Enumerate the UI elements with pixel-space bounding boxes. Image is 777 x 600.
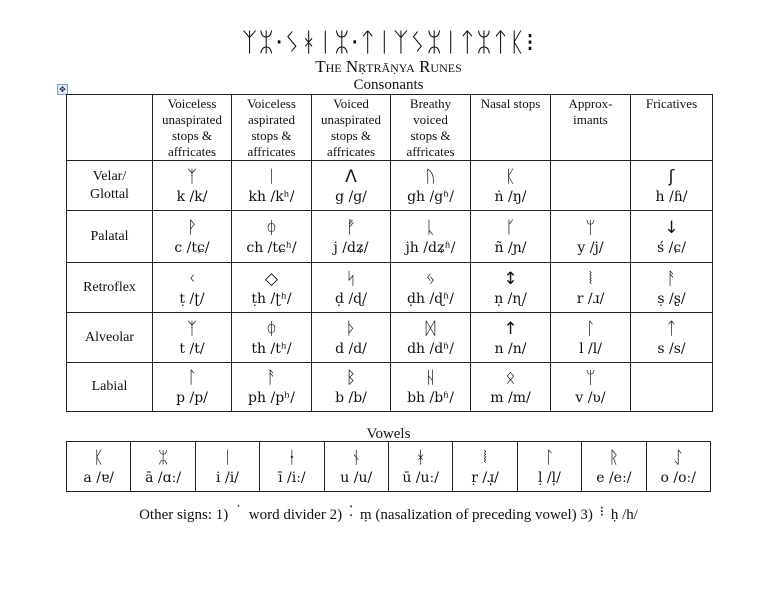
rune-glyph: ᛕ (505, 166, 516, 187)
sound-label: bh /bʱ/ (407, 390, 454, 406)
table-row (67, 313, 713, 363)
rune-glyph: ᛞ (425, 318, 436, 339)
row-header (67, 161, 153, 211)
row-header-line: Glottal (90, 186, 129, 202)
rune-cell (391, 313, 471, 363)
sound-label: j /dʑ/ (333, 239, 369, 256)
row-header-line: Velar/ (92, 168, 127, 184)
rune-glyph: ᛉ (186, 318, 198, 339)
rune-glyph: ᚹ (186, 217, 198, 238)
rune-glyph: ⦚ (483, 447, 487, 468)
sound-label: b /b/ (335, 390, 367, 406)
sound-label: v /ʋ/ (575, 390, 606, 406)
rune-glyph: ᛁ (266, 166, 277, 187)
rune-cell (471, 161, 551, 211)
rune-glyph: ᚨ (666, 268, 677, 289)
sound-label: r /ɹ/ (576, 290, 605, 307)
row-header (67, 363, 153, 412)
column-header-line: Fricatives (645, 96, 698, 111)
sound-label: k /k/ (176, 188, 208, 205)
sound-label: g /g/ (335, 188, 367, 205)
rune-cell (471, 211, 551, 263)
sound-label: ū /uː/ (402, 469, 439, 486)
word-divider-glyph-icon: ˙ (235, 504, 242, 520)
vowels-table (66, 441, 711, 492)
rune-glyph: ᛚ (544, 447, 555, 468)
vowels-heading: Vowels (366, 426, 411, 442)
rune-glyph: ᛃ (425, 268, 436, 289)
rune-glyph: ᛘ (585, 368, 596, 388)
document-title: The Nṛtrāṇya Runes (315, 57, 462, 76)
rune-glyph: ᚡ (345, 217, 357, 238)
sound-label: jh /dʑʱ/ (405, 239, 456, 256)
sound-label: ā /ɑː/ (145, 469, 182, 486)
column-header-line: affricates (326, 144, 376, 159)
sound-label: th /tʰ/ (251, 340, 292, 357)
sound-label: o /oː/ (660, 469, 696, 486)
sound-label: ś /ɕ/ (657, 239, 686, 256)
sound-label: ḷ /l̩/ (538, 469, 561, 486)
rune-glyph: ↑ (503, 318, 518, 339)
rune-cell (232, 263, 312, 313)
table-move-handle-icon[interactable]: ✥ (57, 84, 68, 95)
sound-label: i /i/ (216, 469, 239, 486)
sound-label: y /j/ (577, 239, 604, 256)
column-header-line: stops & (330, 128, 372, 143)
nasalization-glyph-icon: ⁚ (348, 504, 354, 520)
sound-label: ph /pʰ/ (248, 390, 295, 406)
table-row (67, 363, 713, 412)
column-header-line: voiced (413, 112, 448, 127)
column-header-line: affricates (247, 144, 296, 159)
column-header (471, 95, 551, 161)
column-header-line: stops & (171, 128, 213, 143)
column-header (551, 95, 631, 161)
rune-glyph: ᚾ (351, 447, 362, 468)
vowel-cell (517, 442, 581, 492)
sound-label: n /n/ (494, 340, 527, 357)
rune-cell (551, 363, 631, 412)
rune-cell (471, 313, 551, 363)
rune-glyph: ᚼ (415, 447, 426, 468)
rune-cell (153, 161, 232, 211)
rune-glyph: ᚴ (505, 217, 516, 238)
rune-cell (631, 313, 713, 363)
rune-cell (631, 211, 713, 263)
rune-glyph: ᛇ (673, 447, 684, 468)
rune-glyph: ᛏ (666, 318, 677, 339)
rune-glyph: ʃ (668, 166, 675, 187)
table-row (67, 263, 713, 313)
row-header (67, 263, 153, 313)
rune-glyph: ᛋ (345, 268, 357, 289)
rune-cell (551, 263, 631, 313)
sound-label: ṣ /ʂ/ (657, 290, 686, 307)
sound-label: a /ɐ/ (83, 469, 114, 486)
rune-cell (153, 313, 232, 363)
vowel-cell (131, 442, 195, 492)
sound-label: ṭh /ʈʰ/ (251, 290, 292, 307)
column-header-line: affricates (167, 144, 217, 159)
rune-cell (232, 313, 312, 363)
empty-cell (631, 363, 713, 412)
rune-glyph: ᚺ (425, 368, 436, 388)
rune-cell (631, 263, 713, 313)
rune-glyph: ᛟ (505, 368, 516, 388)
column-header-line: stops & (251, 128, 292, 143)
nasalization-label: ṃ (nasalization of preceding vowel) 3) (360, 507, 593, 523)
sound-label: ī /iː/ (278, 469, 306, 486)
sound-label: m /m/ (490, 390, 531, 406)
column-header-line: unaspirated (162, 112, 222, 127)
column-header-line: Voiced (333, 96, 369, 111)
rune-glyph: ᛯ (157, 447, 169, 468)
rune-cell (391, 263, 471, 313)
column-header-line: Voiceless (247, 96, 296, 111)
column-header (312, 95, 391, 161)
rune-glyph: ᚲ (186, 268, 198, 289)
sound-label: t /t/ (179, 340, 205, 357)
sound-label: ṛ /ɹ̩/ (471, 469, 499, 486)
rune-cell (471, 363, 551, 412)
rune-cell (232, 363, 312, 412)
row-header-line: Palatal (90, 228, 129, 244)
rune-cell (312, 363, 391, 412)
sound-label: e /eː/ (596, 469, 632, 486)
rune-script-title: ᛉᛯ·ᛊᚼᛁᛯ·ᛏᛁᛉᛊᛯᛁᛏᛯᛏᛕ⁝ (241, 28, 536, 58)
sound-label: ṇ /ɳ/ (494, 290, 527, 307)
rune-cell (232, 161, 312, 211)
rune-cell (153, 363, 232, 412)
sound-label: ñ /ɲ/ (494, 239, 527, 256)
rune-cell (551, 313, 631, 363)
rune-glyph: ᚨ (266, 368, 277, 388)
rune-cell (391, 211, 471, 263)
vowel-cell (195, 442, 259, 492)
vowel-cell (67, 442, 131, 492)
rune-glyph: ᛂ (286, 447, 297, 468)
rune-glyph: ◇ (264, 268, 279, 289)
rune-glyph: Λ (345, 166, 357, 187)
corner-header-cell (67, 95, 153, 161)
rune-cell (391, 161, 471, 211)
column-header-line: aspirated (248, 112, 295, 127)
sound-label: kh /kʰ/ (248, 188, 295, 205)
sound-label: ḍ /ɖ/ (335, 290, 367, 307)
word-divider-label: word divider 2) (248, 507, 343, 523)
column-header (153, 95, 232, 161)
column-header (631, 95, 713, 161)
vowel-cell (324, 442, 388, 492)
vowel-cell (453, 442, 517, 492)
visarga-glyph-icon: ⁝ (599, 504, 605, 520)
sound-label: ṭ /ʈ/ (179, 290, 205, 307)
rune-cell (312, 161, 391, 211)
row-header (67, 313, 153, 363)
rune-cell (631, 161, 713, 211)
sound-label: dh /dʱ/ (407, 340, 454, 357)
rune-glyph: ᛕ (93, 447, 104, 468)
column-header-line: affricates (406, 144, 455, 159)
vowel-cell (260, 442, 324, 492)
rune-glyph: ᛒ (345, 368, 357, 388)
row-header-line: Labial (91, 379, 128, 394)
column-header-line: Approx- (568, 96, 613, 111)
sound-label: ḍh /ɖʱ/ (407, 290, 454, 307)
rune-glyph: ᚱ (608, 447, 619, 468)
rune-glyph: ᚳ (425, 217, 436, 238)
other-signs-prefix: Other signs: 1) (139, 507, 229, 523)
column-header (232, 95, 312, 161)
consonants-header-row (67, 95, 713, 161)
vowel-cell (388, 442, 452, 492)
vowels-row (67, 442, 711, 492)
rune-glyph: ᛁ (222, 447, 233, 468)
visarga-label: ḥ /h/ (610, 507, 638, 523)
sound-label: ṅ /ŋ/ (494, 188, 527, 205)
sound-label: d /d/ (335, 340, 367, 357)
other-signs-line (0, 503, 777, 524)
vowel-cell (582, 442, 646, 492)
column-header (391, 95, 471, 161)
sound-label: l /l/ (579, 340, 602, 357)
empty-cell (551, 161, 631, 211)
consonants-table (66, 94, 713, 412)
rune-glyph: ᛚ (585, 318, 596, 339)
rune-glyph: ᛚ (186, 368, 198, 388)
rune-cell (153, 211, 232, 263)
sound-label: gh /gʱ/ (407, 188, 454, 205)
column-header-line: Breathy (409, 96, 452, 111)
sound-label: ch /tɕʰ/ (246, 239, 297, 256)
table-row (67, 211, 713, 263)
rune-glyph (551, 175, 630, 197)
rune-glyph: ᛘ (585, 217, 596, 238)
sound-label: c /tɕ/ (174, 239, 210, 256)
rune-glyph: ⦚ (588, 268, 593, 289)
column-header-line: unaspirated (321, 112, 381, 127)
rune-glyph: ↓ (664, 217, 679, 238)
sound-label: h /ɦ/ (655, 188, 688, 205)
row-header-line: Retroflex (83, 279, 136, 295)
rune-glyph (631, 376, 712, 398)
rune-glyph: ᛰ (266, 318, 277, 339)
row-header (67, 211, 153, 263)
rune-cell (312, 211, 391, 263)
column-header-line: Nasal stops (480, 96, 541, 111)
column-header-line: Voiceless (167, 96, 217, 111)
rune-glyph: ᛉ (186, 166, 198, 187)
rune-glyph: ᛰ (266, 217, 277, 238)
table-row (67, 161, 713, 211)
rune-cell (312, 263, 391, 313)
consonants-heading: Consonants (353, 77, 424, 93)
sound-label: p /p/ (176, 390, 208, 406)
rune-cell (551, 211, 631, 263)
column-header-line: imants (573, 112, 608, 127)
rune-cell (232, 211, 312, 263)
sound-label: s /s/ (657, 340, 686, 357)
row-header-line: Alveolar (85, 329, 134, 345)
rune-glyph: ↕ (503, 268, 518, 289)
sound-label: u /u/ (340, 469, 373, 486)
vowel-cell (646, 442, 710, 492)
rune-cell (391, 363, 471, 412)
column-header-line: stops & (410, 128, 451, 143)
rune-cell (153, 263, 232, 313)
rune-glyph: ᚦ (345, 318, 357, 339)
rune-glyph: ᚢ (425, 166, 436, 187)
rune-cell (471, 263, 551, 313)
rune-cell (312, 313, 391, 363)
